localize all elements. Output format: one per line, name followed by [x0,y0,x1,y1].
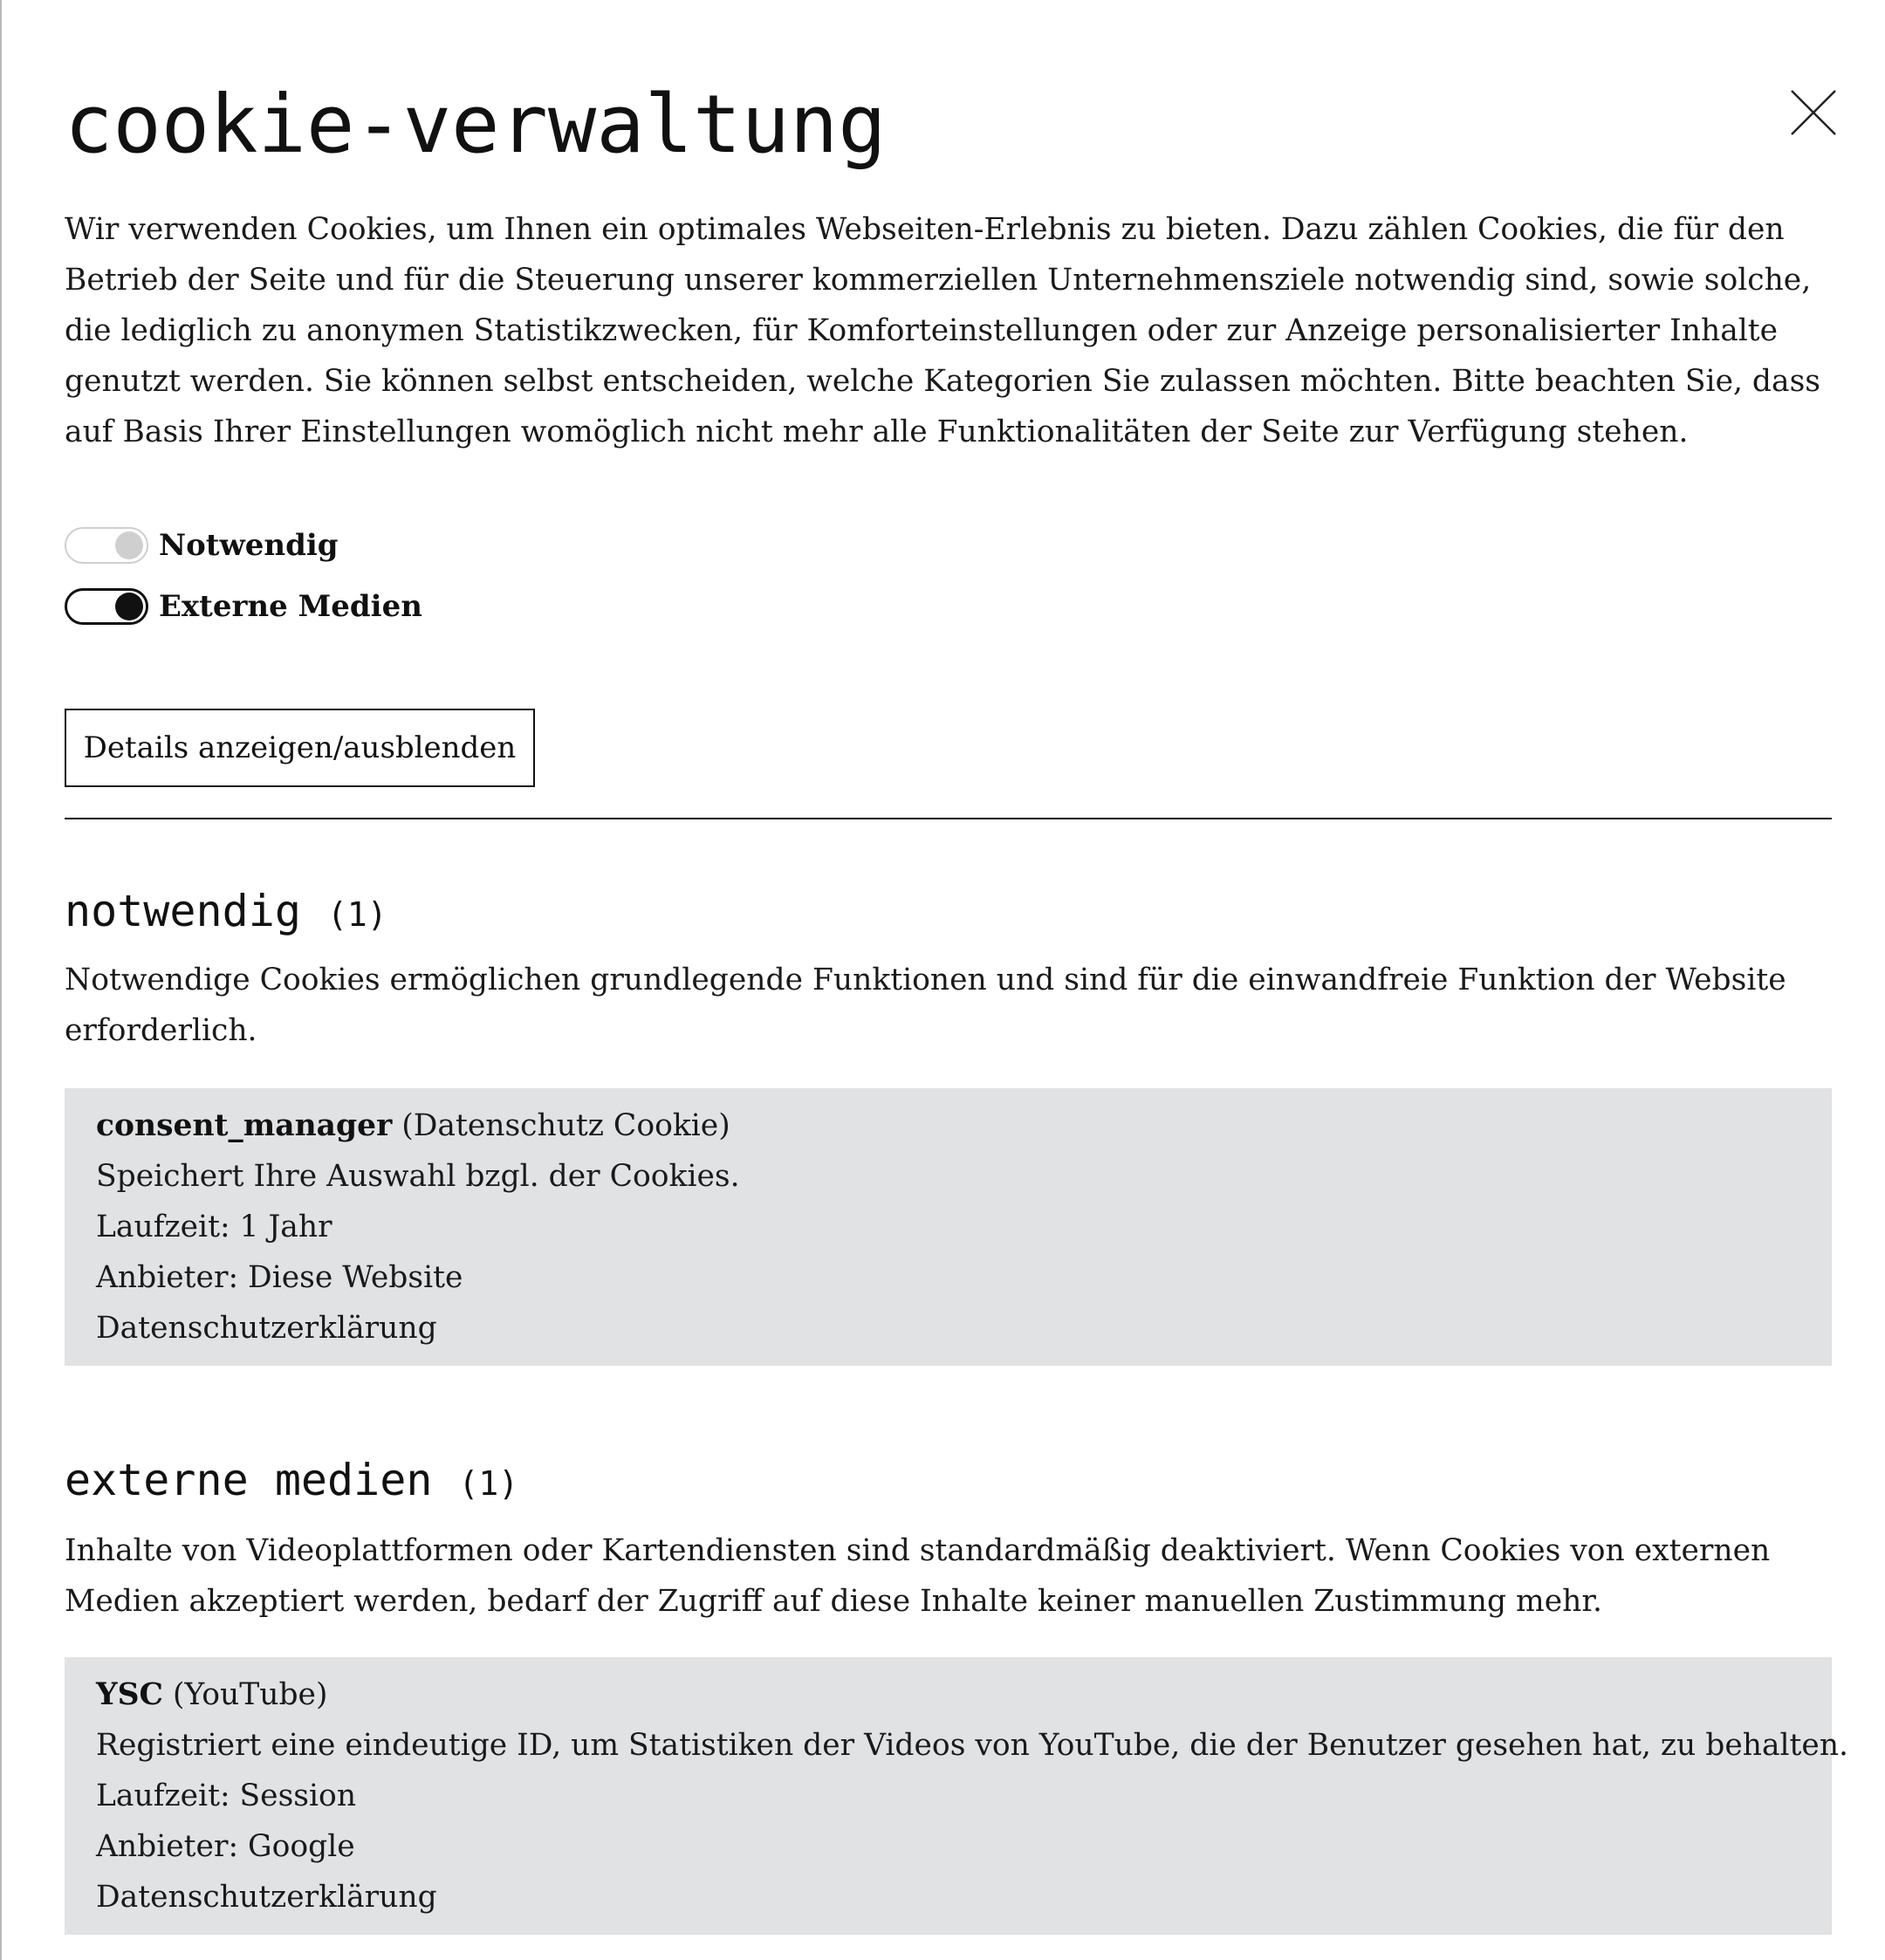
privacy-policy-link[interactable]: Datenschutzerklärung [96,1311,437,1346]
section-description-externe-medien: Inhalte von Videoplattformen oder Kartendiensten sind standardmäßig deaktiviert. Wenn Cookies von externen Medien akzeptiert werden, bedarf der Zugriff auf diese Inhalte keiner manuellen Zustimmung mehr. [65,1533,1771,1619]
cookie-category: (Datenschutz Cookie) [401,1108,730,1143]
cookie-provider: Anbieter: Google [96,1829,355,1864]
cookie-duration: Laufzeit: Session [96,1778,357,1813]
cookie-category: (YouTube) [172,1677,328,1712]
section-description-notwendig: Notwendige Cookies ermöglichen grundlegende Funktionen und sind für die einwandfreie Funktion der Website erforderlich. [65,963,1786,1048]
details-toggle-button[interactable]: Details anzeigen/ausblenden [65,709,535,787]
cookie-heading [96,1100,1800,1151]
toggle-externe-medien[interactable] [65,588,148,625]
close-icon [1788,87,1839,138]
cookie-duration: Laufzeit: 1 Jahr [96,1210,332,1244]
toggle-knob [115,531,143,559]
section-title-text: externe medien [65,1455,433,1505]
toggle-label-externe-medien[interactable]: Externe Medien [159,589,422,624]
toggle-row-externe-medien[interactable] [65,584,422,629]
close-button[interactable] [1788,87,1839,138]
divider [65,818,1832,819]
cookie-card-ysc [65,1657,1849,1935]
toggle-knob [115,593,143,620]
cookie-name: YSC [96,1677,164,1712]
cookie-heading [96,1669,1800,1720]
section-count: (1) [458,1464,519,1503]
intro-text: Wir verwenden Cookies, um Ihnen ein optimales Webseiten-Erlebnis zu bieten. Dazu zählen Cookies, die für den Betrieb der Seite und für die Steuerung unserer kommerziellen Unternehmensziele notwendig sind, sowie solche, die lediglich zu anonymen Statistikzwecken, für Komforteinstellungen oder zur Anzeige personalisierter Inhalte genutzt werden. Sie können selbst entscheiden, welche Kategorien Sie zulassen möchten. Bitte beachten Sie, dass auf Basis Ihrer Einstellungen womöglich nicht mehr alle Funktionalitäten der Seite zur Verfügung stehen. [65,212,1821,449]
cookie-purpose: Registriert eine eindeutige ID, um Statistiken der Videos von YouTube, die der Benutzer gesehen hat, zu behalten. [96,1728,1849,1763]
section-title-externe-medien [65,1452,518,1511]
section-count: (1) [327,895,387,934]
section-title-text: notwendig [65,886,301,936]
dialog-title: cookie-verwaltung [65,78,887,171]
cookie-provider: Anbieter: Diese Website [96,1260,463,1295]
cookie-name: consent_manager [96,1108,393,1143]
toggle-row-notwendig [65,523,339,568]
window-left-edge [0,0,2,1960]
cookie-purpose: Speichert Ihre Auswahl bzgl. der Cookies. [96,1159,740,1194]
cookie-card-consent-manager [65,1088,1832,1366]
privacy-policy-link[interactable]: Datenschutzerklärung [96,1880,437,1915]
toggle-label-notwendig: Notwendig [159,528,339,563]
toggle-notwendig [65,527,148,564]
section-title-notwendig [65,883,387,942]
